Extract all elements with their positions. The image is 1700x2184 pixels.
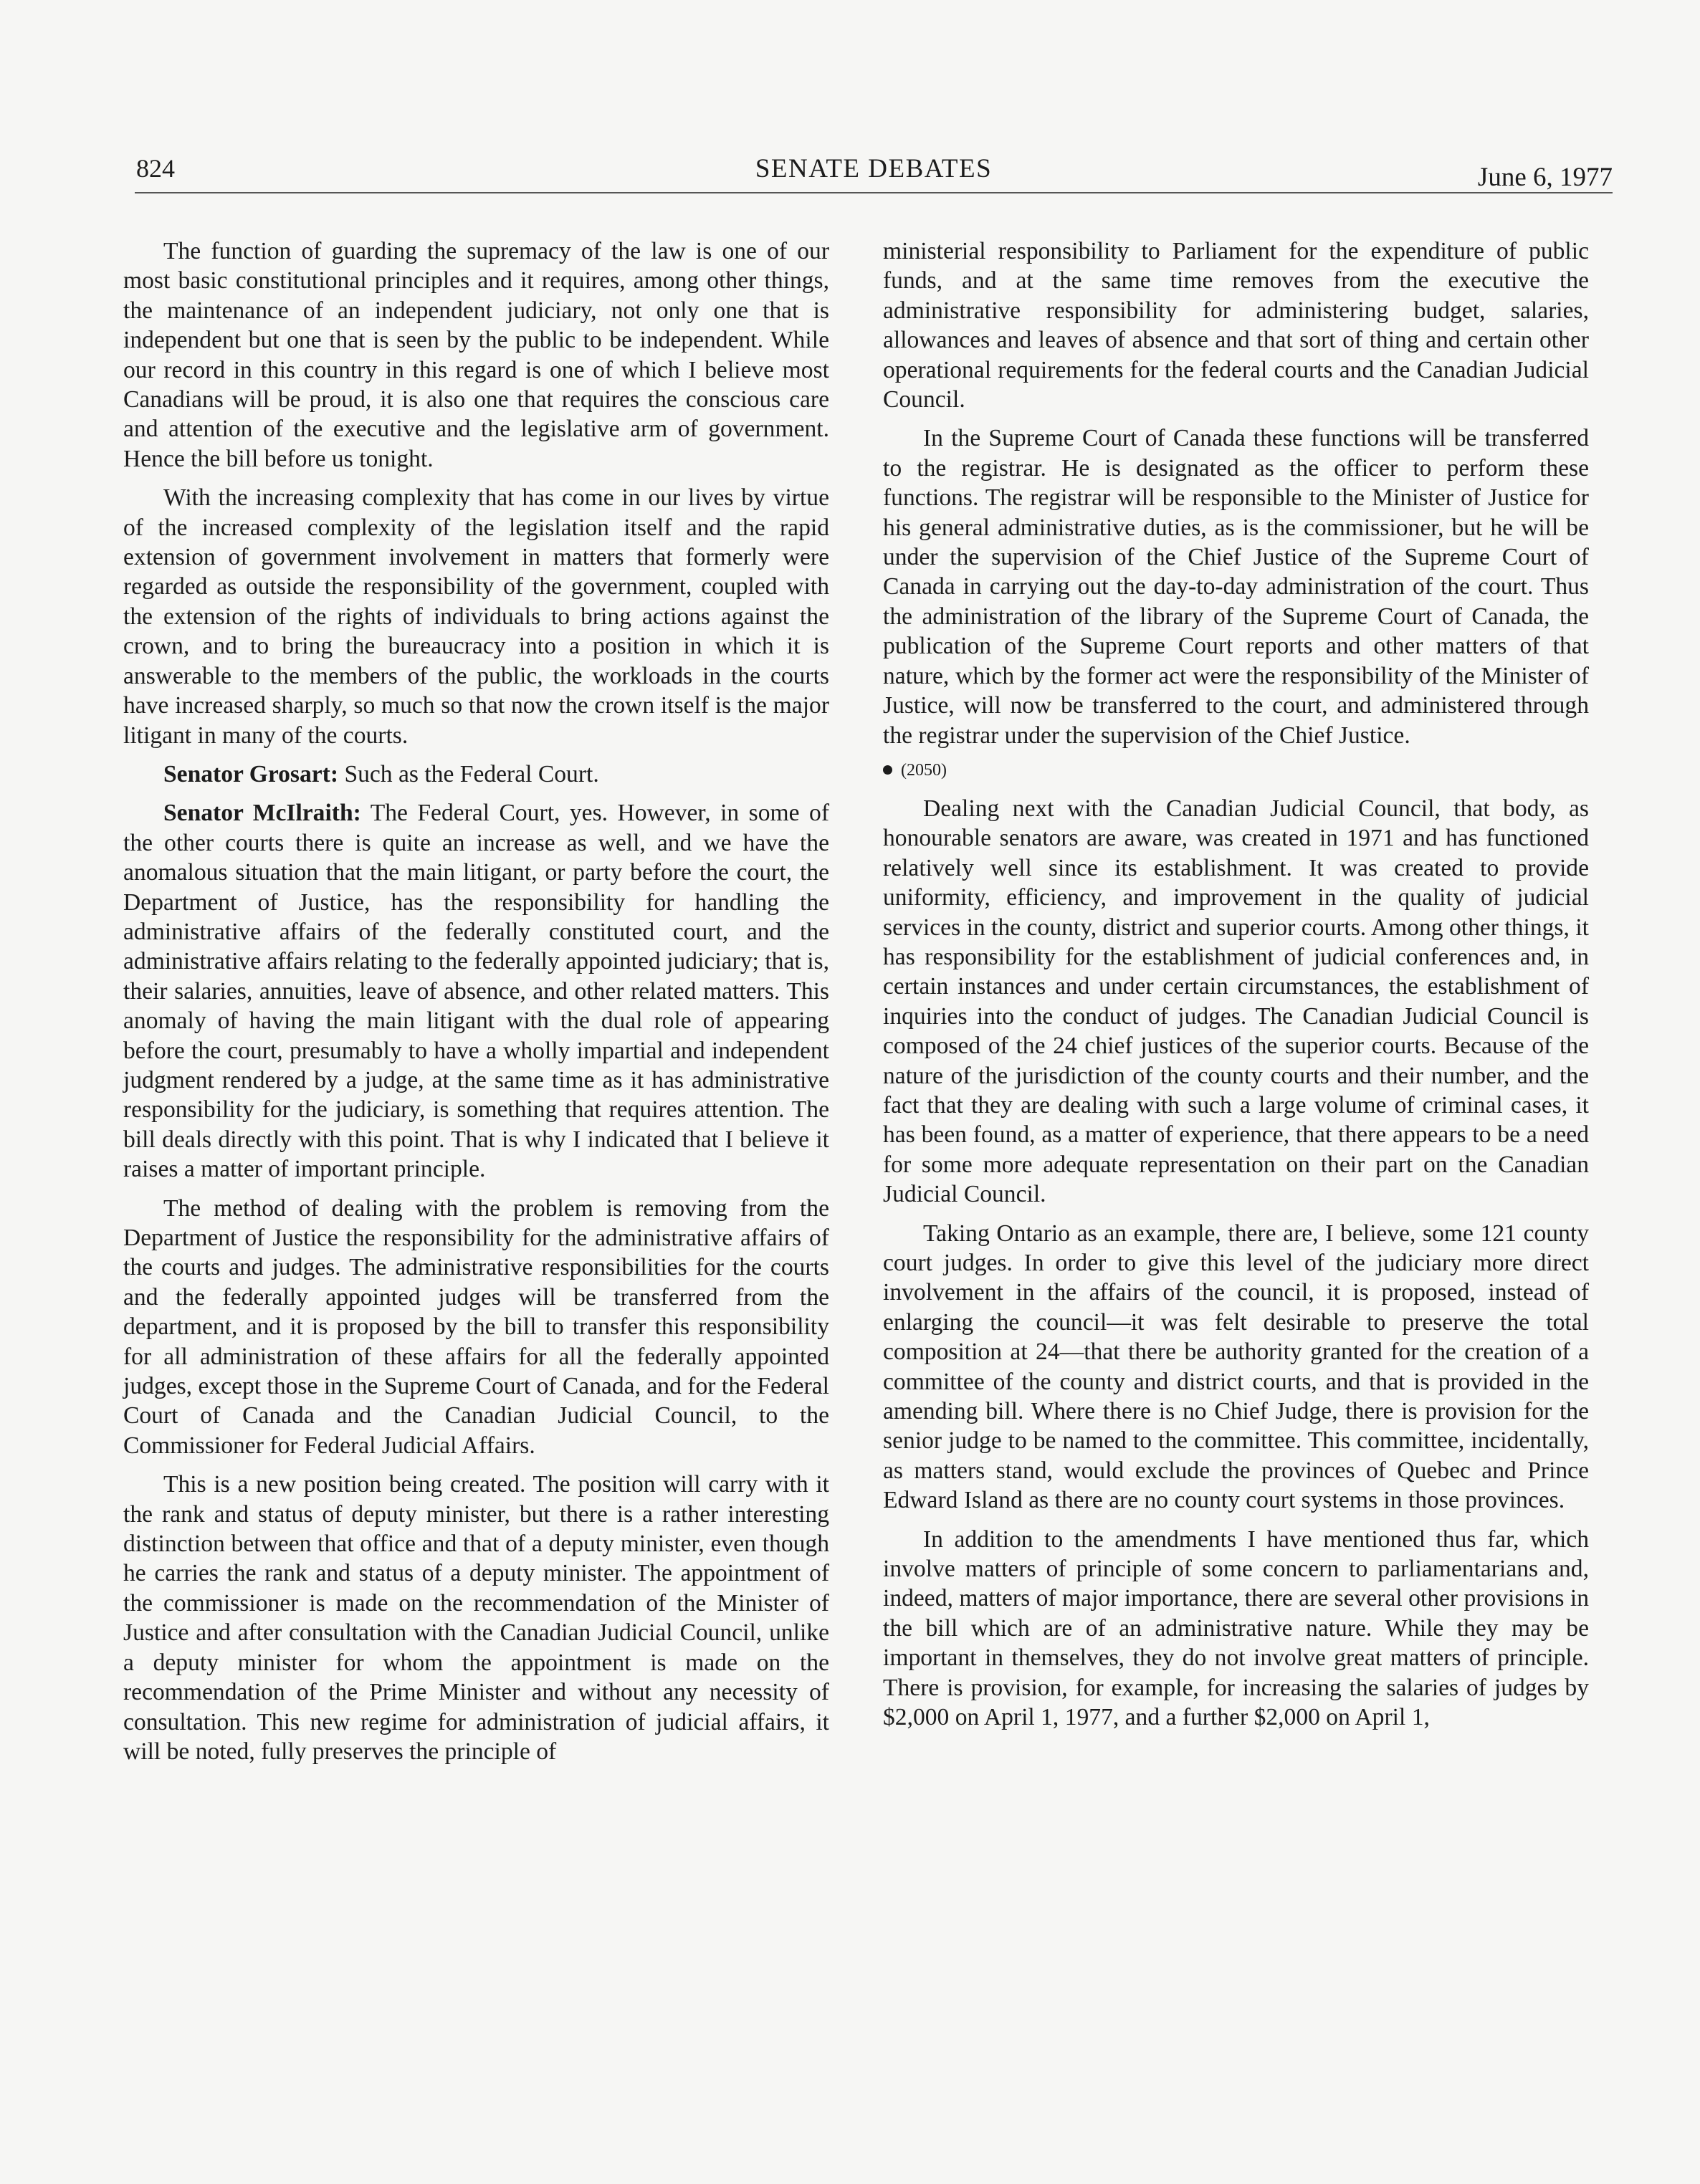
paragraph: In addition to the amendments I have mentioned thus far, which involve matters of principle of some concern to parliamentarians and, indeed, matters of major importance, there are several other provisions in the bill which are of an administrative nature. While they may be important in themselves, they do not involve great matters of principle. There is provision, for example, for increasing the salaries of judges by $2,000 on April 1, 1977, and a further $2,000 on April 1, (883, 1526, 1589, 1731)
page-date: June 6, 1977 (1477, 163, 1613, 192)
speech-text: The Federal Court, yes. However, in some of the other courts there is quite an increase as well, and we have the anomalous situation that the main litigant, or party before the court, the Department of Justice, has the responsibility for handling the administrative affairs of the federally constituted court, and the administrative affairs relating to the federally appointed judiciary; that is, their salaries, annuities, leave of absence, and other related matters. This anomaly of having the main litigant with the dual role of appearing before the court, presumably to have a wholly impartial and independent judgment rendered by a judge, at the same time as it has administrative responsibility for the judiciary, is something that requires attention. The bill deals directly with this point. That is why I indicated that I believe it raises a matter of important principle. (123, 800, 829, 1183)
time-marker (883, 760, 1589, 781)
page-header (135, 149, 1613, 193)
paragraph: This is a new position being created. The position will carry with it the rank and status of deputy minister, but there is a rather interesting distinction between that office and that of a deputy minister, even though he carries the rank and status of a deputy minister. The appointment of the commissioner is made on the recommendation of the Minister of Justice and after consultation with the Canadian Judicial Council, unlike a deputy minister for whom the appointment is made on the recommendation of the Prime Minister and without any necessity of consultation. This new regime for administration of judicial affairs, it will be noted, fully preserves the principle of (123, 1471, 829, 1765)
paragraph: With the increasing complexity that has come in our lives by virtue of the increased complexity of the legislation itself and the rapid extension of government involvement in matters that formerly were regarded as outside the responsibility of the government, coupled with the extension of the rights of individuals to bring actions against the crown, and to bring the bureaucracy into a position in which it is answerable to the members of the public, the workloads in the courts have increased sharply, so much so that now the crown itself is the major litigant in many of the courts. (123, 484, 829, 749)
running-title: SENATE DEBATES (755, 154, 993, 183)
speech-paragraph (123, 798, 829, 1184)
paragraph: The method of dealing with the problem is removing from the Department of Justice the responsibility for the administrative affairs of the courts and judges. The administrative responsibilities for the courts and the federally appointed judges will be transferred from the department, and it is proposed by the bill to transfer this responsibility for all administration of these affairs for all the federally appointed judges, except those in the Supreme Court of Canada, and for the Federal Court of Canada and the Canadian Judicial Council, to the Commissioner for Federal Judicial Affairs. (123, 1194, 829, 1459)
paragraph: ministerial responsibility to Parliament for the expenditure of public funds, and at the same time removes from the executive the administrative responsibility for administering budget, salaries, allowances and leaves of absence and that sort of thing and certain other operational requirements for the federal courts and the Canadian Judicial Council. (883, 238, 1589, 413)
speaker-name: Senator Grosart: (163, 760, 339, 787)
speech-text: Such as the Federal Court. (338, 760, 599, 787)
left-column (123, 236, 829, 1776)
speaker-name: Senator McIlraith: (163, 800, 361, 827)
right-column (883, 236, 1589, 1742)
paragraph: Dealing next with the Canadian Judicial Council, that body, as honourable senators are aware, was created in 1971 and has functioned relatively well since its establishment. It was created to provide uniformity, efficiency, and improvement in the quality of judicial services in the county, district and superior courts. Among other things, it has responsibility for the establishment of judicial conferences and, in certain instances and under certain circumstances, the establishment of inquiries into the conduct of judges. The Canadian Judicial Council is composed of the 24 chief justices of the superior courts. Because of the nature of the jurisdiction of the county courts and their number, and the fact that they are dealing with such a large volume of criminal cases, it has been found, as a matter of experience, that there appears to be a need for some more adequate representation on their part on the Canadian Judicial Council. (883, 795, 1589, 1208)
speech-paragraph (123, 760, 829, 789)
time-marker-text: (2050) (901, 760, 947, 780)
bullet-icon (883, 765, 892, 775)
page-number: 824 (136, 154, 175, 183)
paragraph: The function of guarding the supremacy of the law is one of our most basic constitutional principles and it requires, among other things, the maintenance of an independent judiciary, not only one that is independent but one that is seen by the public to be independent. While our record in this country in this regard is one of which I believe most Canadians will be proud, it is also one that requires the conscious care and attention of the executive and the legislative arm of government. Hence the bill before us tonight. (123, 238, 829, 472)
paragraph: In the Supreme Court of Canada these functions will be transferred to the registrar. He is designated as the officer to perform these functions. The registrar will be responsible to the Minister of Justice for his general administrative duties, as is the commissioner, but he will be under the supervision of the Chief Justice of the Supreme Court of Canada in carrying out the day-to-day administration of the court. Thus the administration of the library of the Supreme Court of Canada, the publication of the Supreme Court reports and other matters of that nature, which by the former act were the responsibility of the Minister of Justice, will now be transferred to the court, and administered through the registrar under the supervision of the Chief Justice. (883, 425, 1589, 749)
paragraph: Taking Ontario as an example, there are, I believe, some 121 county court judges. In order to give this level of the judiciary more direct involvement in the affairs of the council, it is proposed, instead of enlarging the council—it was felt desirable to preserve the total composition at 24—that there be authority granted for the creation of a committee of the county and district courts, and that is provided in the amending bill. Where there is no Chief Judge, there is provision for the senior judge to be named to the committee. This committee, incidentally, as matters stand, would exclude the provinces of Quebec and Prince Edward Island as there are no county court systems in those provinces. (883, 1220, 1589, 1514)
